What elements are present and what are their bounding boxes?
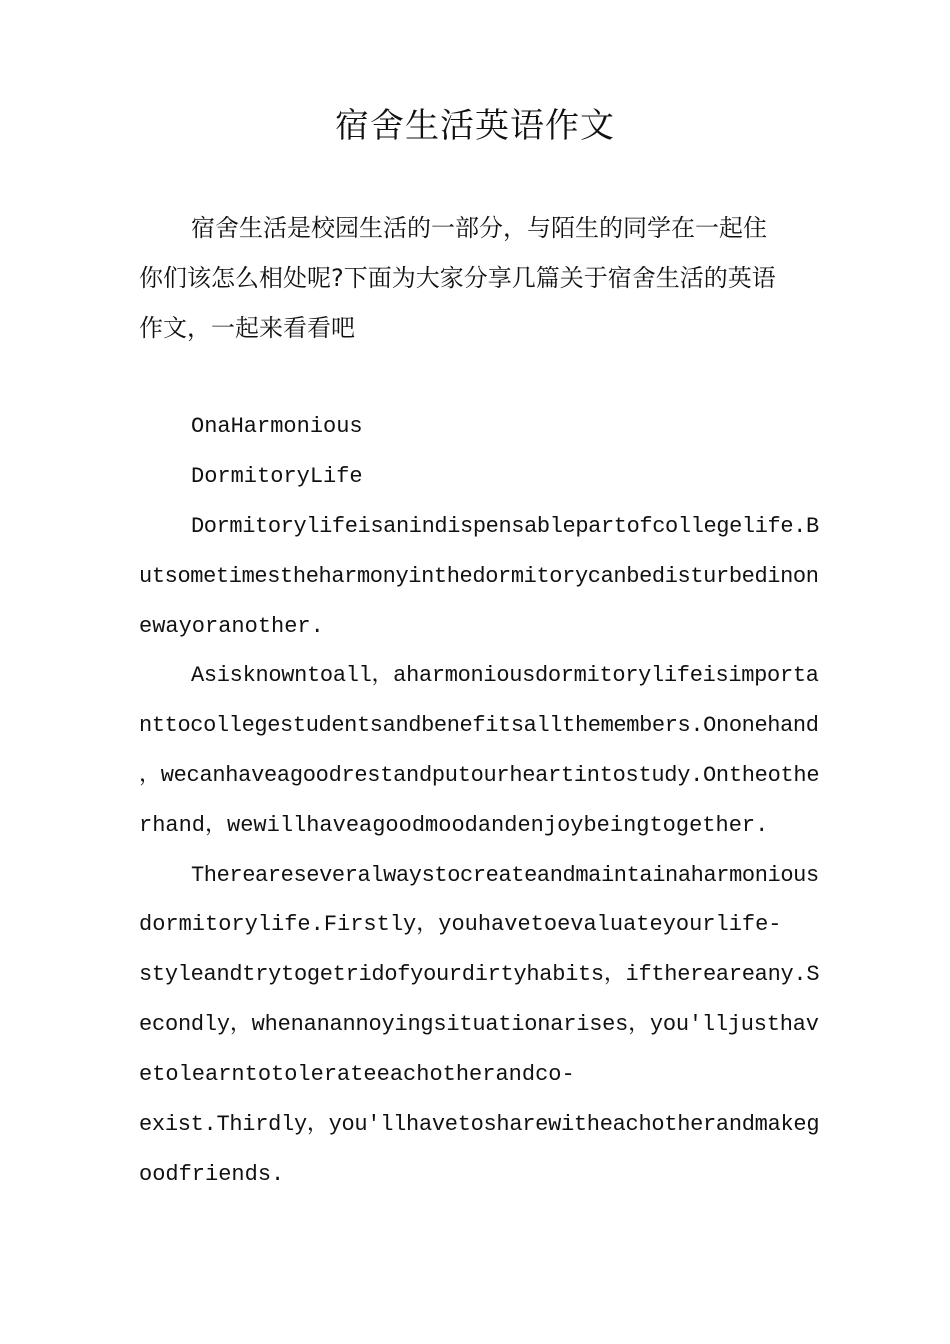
paragraph3-line-2: dormitorylife.Firstly，youhavetoevaluateyourlife- bbox=[139, 912, 782, 937]
paragraph3-line-7: oodfriends. bbox=[139, 1162, 285, 1187]
paragraph3-line-1: Thereareseveralwaystocreateandmaintainaharmonious bbox=[191, 863, 819, 888]
essay-title-line-1: OnaHarmonious bbox=[191, 414, 363, 439]
paragraph2-line-3: ，wecanhaveagoodrestandputourheartintostudy.Ontheothe bbox=[139, 763, 820, 788]
paragraph2-line-4: rhand，wewillhaveagoodmoodandenjoybeingtogether. bbox=[139, 813, 769, 838]
intro-line-2: 你们该怎么相处呢?下面为大家分享几篇关于宿舍生活的英语 bbox=[139, 264, 776, 292]
essay-title-line-2: DormitoryLife bbox=[191, 464, 363, 489]
paragraph1-line-1: Dormitorylifeisanindispensablepartofcollegelife.B bbox=[191, 514, 819, 539]
paragraph3-line-4: econdly，whenanannoyingsituationarises，you'lljusthav bbox=[139, 1012, 819, 1037]
paragraph3-line-6: exist.Thirdly，you'llhavetosharewitheachotherandmakeg bbox=[139, 1112, 820, 1137]
paragraph3-line-5: etolearntotolerateeachotherandco- bbox=[139, 1062, 575, 1087]
paragraph2-line-1: Asisknowntoall，aharmoniousdormitorylifeisimporta bbox=[191, 663, 819, 688]
intro-line-3: 作文，一起来看看吧 bbox=[139, 314, 355, 342]
document-title: 宿舍生活英语作文 bbox=[335, 106, 615, 146]
intro-line-1: 宿舍生活是校园生活的一部分，与陌生的同学在一起住 bbox=[191, 214, 767, 242]
paragraph3-line-3: styleandtrytogetridofyourdirtyhabits，ifthereareany.S bbox=[139, 962, 820, 987]
paragraph2-line-2: nttocollegestudentsandbenefitsallthemembers.Ononehand bbox=[139, 713, 819, 738]
paragraph1-line-2: utsometimestheharmonyinthedormitorycanbedisturbedinon bbox=[139, 564, 819, 589]
paragraph1-line-3: ewayoranother. bbox=[139, 614, 324, 639]
